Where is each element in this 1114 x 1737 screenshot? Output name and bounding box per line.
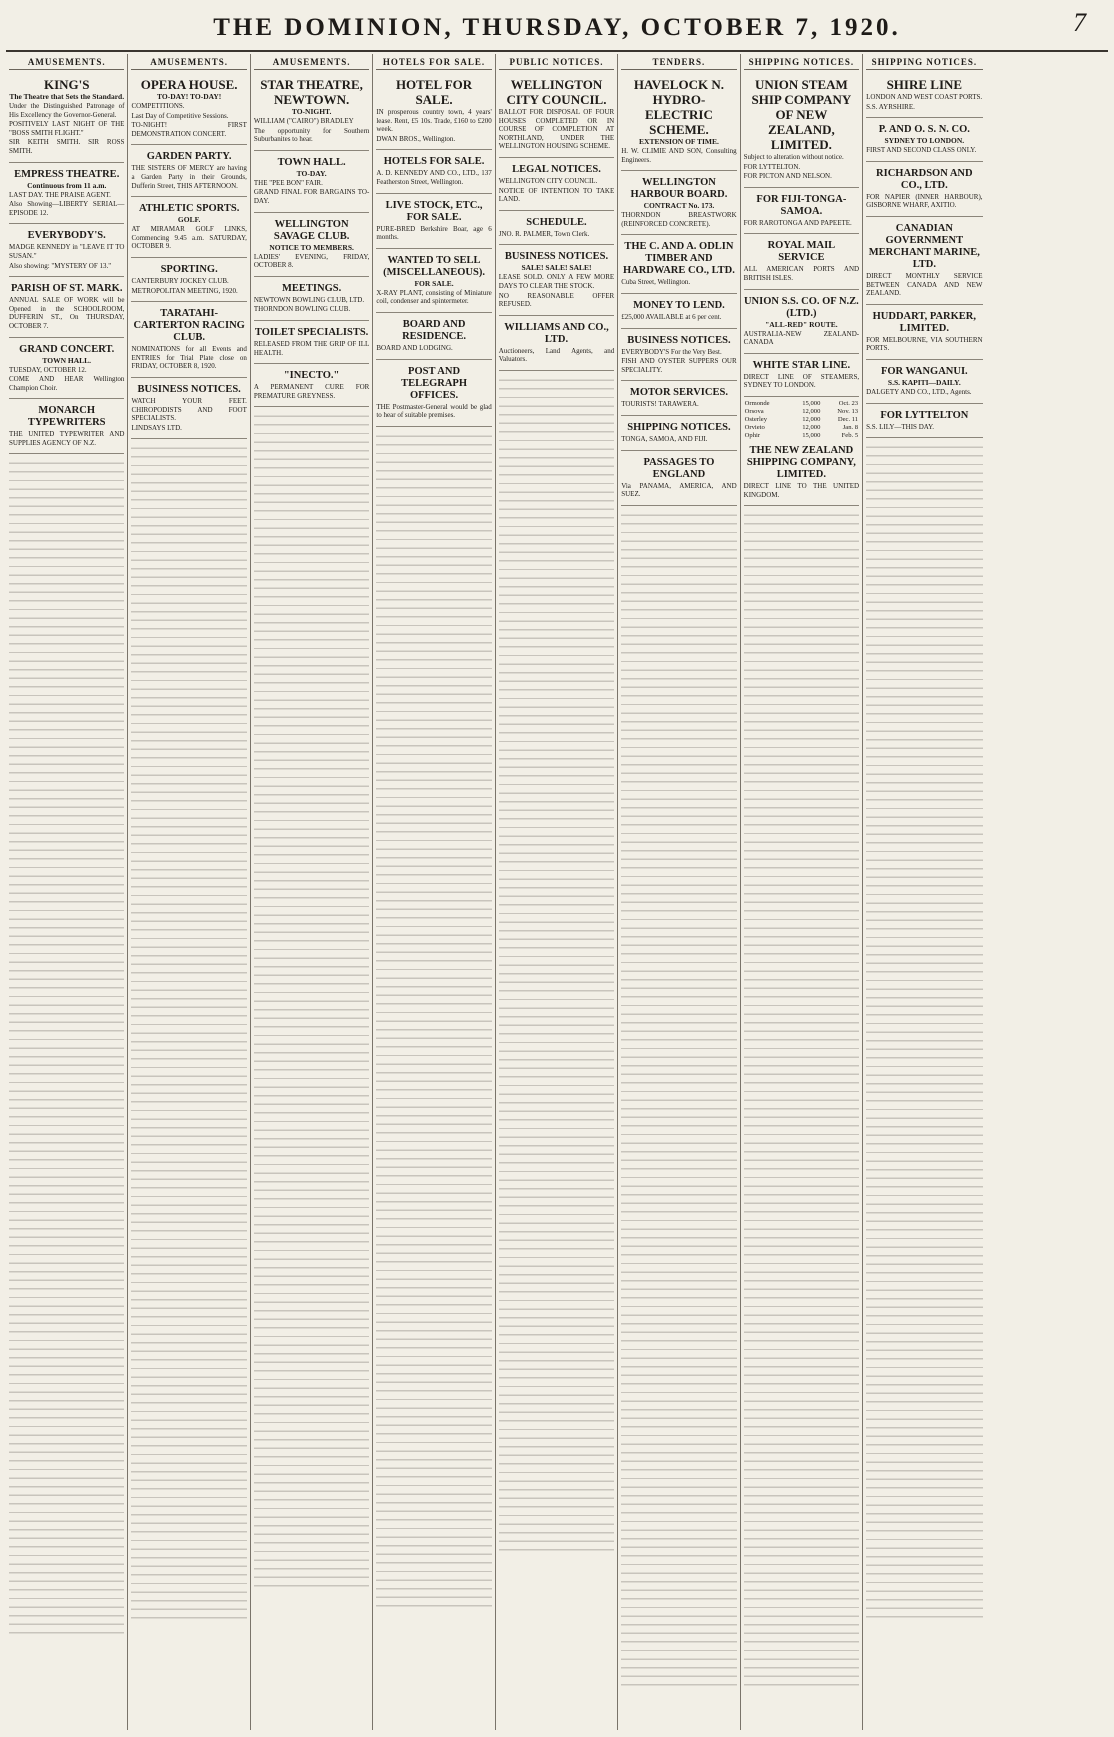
ad-text: DIRECT LINE OF STEAMERS, SYDNEY TO LONDON. [743, 372, 860, 390]
ad-text: LAST DAY. THE PRAISE AGENT. [9, 190, 111, 199]
schedule-tons: 12,000 [802, 415, 821, 423]
ad-text: THE "PEE BON" FAIR. [253, 178, 323, 187]
advertisement [254, 324, 369, 364]
ad-text: Subject to alteration without notice. [743, 153, 844, 161]
column-2 [128, 54, 250, 1730]
ad-title: MEETINGS. [281, 282, 342, 294]
advertisement [499, 248, 614, 315]
column-text-block [866, 441, 982, 1621]
advertisement [621, 74, 736, 171]
advertisement [254, 367, 369, 407]
ad-text: NOTICE OF INTENTION TO TAKE LAND. [498, 186, 615, 204]
ad-title: TOILET SPECIALISTS. [254, 326, 369, 338]
ad-title: EMPRESS THEATRE. [14, 168, 120, 180]
advertisement [9, 166, 124, 225]
ad-text: IN prosperous country town, 4 years' lease. Rent, £5 10s. Trade, £160 to £200 week. [376, 108, 492, 134]
advertisement [376, 252, 491, 313]
ad-text: AT MIRAMAR GOLF LINKS, Commencing 9.45 a.m. SATURDAY, OCTOBER 9. [131, 225, 247, 251]
column-heading: AMUSEMENTS. [254, 54, 369, 70]
ad-text: DIRECT MONTHLY SERVICE BETWEEN CANADA AND NEW ZEALAND. [866, 271, 983, 298]
ad-text: The opportunity for Southern Suburbanites to hear. [253, 126, 370, 144]
page-number: 7 [1073, 8, 1086, 37]
ad-text: BALLOT FOR DISPOSAL OF FOUR HOUSES COMPLETED OR IN COURSE OF COMPLETION AT NORTHLAND, UNDER THE WELLINGTON HOUSING SCHEME. [498, 108, 615, 151]
advertisement [9, 341, 124, 400]
column-heading: HOTELS FOR SALE. [376, 54, 491, 70]
ad-text: DIRECT LINE TO THE UNITED KINGDOM. [743, 481, 860, 499]
ad-text: S.S. LILY—THIS DAY. [866, 422, 935, 431]
ad-subtitle: "ALL-RED" ROUTE. [765, 319, 838, 329]
ad-subtitle: S.S. KAPITI—DAILY. [887, 377, 961, 387]
schedule-date: Feb. 5 [841, 431, 859, 439]
ad-text: LONDON AND WEST COAST PORTS. [866, 93, 983, 101]
ad-subtitle: TO-DAY! TO-DAY! [157, 92, 222, 101]
table-row [744, 424, 859, 432]
ad-title: BUSINESS NOTICES. [137, 383, 241, 395]
advertisement [499, 319, 614, 371]
ad-text: Auctioneers, Land Agents, and Valuators. [498, 346, 615, 364]
ad-text: Also showing: "MYSTERY OF 13." [9, 261, 112, 270]
ad-text: LEASE SOLD. ONLY A FEW MORE DAYS TO CLEAR THE STOCK. [498, 273, 615, 290]
column-7 [741, 54, 863, 1730]
ad-text: THE Postmaster-General would be glad to hear of suitable premises. [376, 402, 492, 420]
schedule-tons: 12,000 [802, 423, 821, 431]
advertisement [621, 238, 736, 294]
ad-subtitle: GOLF. [177, 215, 201, 225]
advertisement [131, 74, 246, 145]
ad-text: WATCH YOUR FEET. CHIROPODISTS AND FOOT SPECIALISTS. [131, 396, 247, 423]
columns [6, 54, 1108, 1730]
ad-text: TUESDAY, OCTOBER 12. [9, 365, 87, 374]
ad-text: THORNDON BOWLING CLUB. [253, 305, 351, 314]
ad-text: FOR MELBOURNE, VIA SOUTHERN PORTS. [866, 335, 983, 353]
ad-text: LADIES' EVENING, FRIDAY, OCTOBER 8. [253, 252, 370, 270]
column-text-block [376, 430, 491, 1610]
column-3 [251, 54, 373, 1730]
schedule-date: Nov. 13 [837, 407, 859, 415]
ad-text: CANTERBURY JOCKEY CLUB. [131, 276, 229, 285]
advertisement [131, 148, 246, 197]
ad-title: MONARCH TYPEWRITERS [27, 405, 106, 429]
advertisement [376, 74, 491, 150]
ad-title: LEGAL NOTICES. [512, 163, 601, 175]
ad-subtitle: TOWN HALL. [42, 355, 92, 365]
ad-text: POSITIVELY LAST NIGHT OF THE "BOSS SMITH FLIGHT." [9, 120, 125, 137]
column-text-block [621, 509, 736, 1689]
ad-title: STAR THEATRE, NEWTOWN. [260, 77, 363, 107]
masthead-rule [6, 50, 1108, 52]
schedule-ship: Orsova [744, 407, 764, 415]
ad-text: TOURISTS! TARAWERA. [621, 400, 699, 409]
advertisement [499, 161, 614, 211]
schedule-tons: 15,000 [802, 431, 821, 439]
ad-title: PARISH OF ST. MARK. [10, 283, 123, 295]
advertisement [131, 261, 246, 302]
schedule-date: Oct. 23 [838, 399, 859, 407]
ad-title: OPERA HOUSE. [140, 77, 238, 92]
ad-text: THE UNITED TYPEWRITER AND SUPPLIES AGENCY OF N.Z. [9, 430, 125, 447]
ad-title: SHIPPING NOTICES. [627, 421, 731, 433]
ad-title: WHITE STAR LINE. [752, 359, 851, 371]
ad-title: WANTED TO SELL (MISCELLANEOUS). [383, 254, 485, 278]
ad-title: THE NEW ZEALAND SHIPPING COMPANY, LIMITED. [746, 444, 856, 480]
ad-title: RICHARDSON AND CO., LTD. [876, 167, 973, 191]
ad-title: POST AND TELEGRAPH OFFICES. [401, 365, 468, 401]
column-5 [496, 54, 618, 1730]
ad-text: TONGA, SAMOA, AND FIJI. [621, 434, 708, 443]
ad-subtitle: CONTRACT No. 173. [643, 201, 715, 211]
ad-text: THE SISTERS OF MERCY are having a Garden Party in their Grounds, Dufferin Street, THIS AFTERNOON. [131, 164, 247, 190]
advertisement [376, 153, 491, 193]
schedule-date: Dec. 11 [837, 415, 859, 423]
ad-text: X-RAY PLANT, consisting of Miniature coil, condenser and spintermeter. [376, 288, 492, 306]
ad-subtitle: FOR SALE. [414, 278, 454, 288]
column-text-block [131, 442, 246, 1622]
column-1 [6, 54, 128, 1730]
ad-text: Also Showing—LIBERTY SERIAL—EPISODE 12. [9, 200, 125, 217]
advertisement [866, 407, 982, 439]
advertisement [744, 293, 859, 354]
advertisement [866, 165, 982, 217]
ad-title: UNION S.S. CO. OF N.Z. (LTD.) [743, 295, 859, 319]
ad-title: HOTELS FOR SALE. [383, 156, 485, 168]
ad-text: ANNUAL SALE OF WORK will be Opened in the SCHOOLROOM, DUFFERIN ST., On THURSDAY, OCTOBER 7. [9, 296, 125, 330]
ad-title: FOR FIJI-TONGA-SAMOA. [756, 193, 847, 217]
sailing-schedule [744, 400, 859, 440]
table-row [744, 416, 859, 424]
ad-text: S.S. AYRSHIRE. [866, 102, 915, 111]
ad-subtitle: TO-NIGHT. [291, 107, 332, 116]
advertisement [254, 280, 369, 321]
ad-title: HOTEL FOR SALE. [395, 77, 473, 107]
ad-title: TARATAHI-CARTERTON RACING CLUB. [133, 308, 245, 344]
ad-text: Cuba Street, Wellington. [621, 278, 691, 287]
advertisement [744, 237, 859, 289]
ad-subtitle: EXTENSION OF TIME. [639, 137, 719, 146]
advertisement [376, 197, 491, 249]
ad-subtitle: NOTICE TO MEMBERS. [269, 242, 354, 252]
table-row [744, 432, 859, 440]
ad-title: SCHEDULE. [526, 216, 587, 228]
advertisement [131, 381, 246, 439]
advertisement [866, 74, 982, 118]
advertisement [254, 154, 369, 213]
schedule-ship: Orvieto [744, 423, 765, 431]
ad-text: BOARD AND LODGING. [376, 343, 453, 352]
column-heading: AMUSEMENTS. [9, 54, 124, 70]
ad-title: PASSAGES TO ENGLAND [643, 456, 715, 480]
advertisement [621, 454, 736, 506]
ad-text: Last Day of Competitive Sessions. [131, 111, 229, 120]
ad-subtitle: The Theatre that Sets the Standard. [9, 92, 125, 101]
column-heading: SHIPPING NOTICES. [744, 54, 859, 70]
ad-title: GARDEN PARTY. [146, 151, 232, 163]
ad-text: £25,000 AVAILABLE at 6 per cent. [621, 312, 722, 321]
column-text-block [499, 374, 614, 1554]
column-text-block [744, 509, 859, 1689]
column-6 [618, 54, 740, 1730]
schedule-tons: 12,000 [802, 407, 821, 415]
ad-title: WELLINGTON HARBOUR BOARD. [630, 177, 728, 201]
ad-text: A PERMANENT CURE FOR PREMATURE GREYNESS. [253, 383, 370, 400]
ad-title: SHIRE LINE [886, 77, 963, 92]
ad-text: METROPOLITAN MEETING, 1920. [131, 286, 238, 295]
column-8 [863, 54, 985, 1730]
ad-text: AUSTRALIA-NEW ZEALAND-CANADA [743, 329, 860, 347]
ad-text: COME AND HEAR Wellington Champion Choir. [9, 375, 125, 392]
ad-text: COMPETITIONS. [131, 102, 185, 110]
table-row [744, 400, 859, 408]
advertisement [621, 384, 736, 416]
ad-text: H. W. CLIMIE AND SON, Consulting Engineers. [621, 147, 737, 164]
column-text-block [9, 457, 124, 1637]
ad-title: FOR WANGANUI. [880, 365, 968, 377]
advertisement [744, 191, 859, 235]
ad-text: WELLINGTON CITY COUNCIL. [498, 176, 598, 185]
advertisement [866, 363, 982, 404]
ad-title: TOWN HALL. [277, 156, 346, 168]
ad-title: MONEY TO LEND. [633, 299, 725, 311]
ad-title: "INECTO." [283, 370, 340, 382]
advertisement [9, 74, 124, 163]
ad-text: NOMINATIONS for all Events and ENTRIES for Trial Plate close on FRIDAY, OCTOBER 8, 1920. [131, 345, 247, 371]
advertisement [866, 220, 982, 305]
advertisement [621, 419, 736, 451]
column-heading: AMUSEMENTS. [131, 54, 246, 70]
ad-text: WILLIAM ("CAIRO") BRADLEY [253, 117, 354, 125]
ad-title: BUSINESS NOTICES. [627, 334, 731, 346]
schedule-date: Jan. 8 [842, 423, 859, 431]
ad-text: A. D. KENNEDY AND CO., LTD., 137 Featherston Street, Wellington. [376, 169, 492, 186]
ad-title: MOTOR SERVICES. [629, 387, 728, 399]
advertisement [376, 316, 491, 360]
ad-text: NEWTOWN BOWLING CLUB, LTD. [253, 295, 365, 304]
ad-text: EVERYBODY'S For the Very Best. [621, 347, 722, 356]
ad-text: LINDSAYS LTD. [131, 423, 182, 432]
ad-title: LIVE STOCK, ETC., FOR SALE. [385, 199, 483, 223]
advertisement [131, 305, 246, 378]
ad-text: DWAN BROS., Wellington. [376, 134, 456, 143]
ad-text: FIRST AND SECOND CLASS ONLY. [866, 146, 977, 155]
ad-text: SIR KEITH SMITH. SIR ROSS SMITH. [9, 138, 125, 155]
advertisement [744, 442, 859, 506]
ad-title: CANADIAN GOVERNMENT MERCHANT MARINE, LTD. [868, 222, 980, 270]
ad-text: FISH AND OYSTER SUPPERS OUR SPECIALITY. [621, 357, 737, 374]
ad-subtitle: SYDNEY TO LONDON. [884, 136, 965, 146]
advertisement [131, 200, 246, 258]
ad-text: Via PANAMA, AMERICA, AND SUEZ. [621, 481, 737, 499]
advertisement [866, 308, 982, 360]
advertisement [254, 74, 369, 151]
table-row [744, 408, 859, 416]
advertisement [9, 280, 124, 337]
ad-text: PURE-BRED Berkshire Boar, age 6 months. [376, 224, 492, 242]
ad-title: EVERYBODY'S. [27, 230, 106, 242]
ad-title: HUDDART, PARKER, LIMITED. [872, 310, 977, 334]
column-heading: SHIPPING NOTICES. [866, 54, 982, 70]
column-heading: TENDERS. [621, 54, 736, 70]
ad-title: GRAND CONCERT. [19, 343, 115, 355]
ad-text: RELEASED FROM THE GRIP OF ILL HEALTH. [253, 339, 370, 357]
ad-text: NO REASONABLE OFFER REFUSED. [498, 291, 615, 309]
ad-title: UNION STEAM SHIP COMPANY OF NEW ZEALAND, LIMITED. [751, 77, 852, 152]
ad-title: FOR LYTTELTON [880, 409, 969, 421]
ad-text: FOR NAPIER (INNER HARBOUR), GISBORNE WHARF, AXITIO. [866, 192, 983, 210]
ad-text: GRAND FINAL FOR BARGAINS TO-DAY. [253, 188, 370, 205]
ad-text: ALL AMERICAN PORTS AND BRITISH ISLES. [743, 265, 860, 282]
advertisement [9, 402, 124, 454]
advertisement [744, 74, 859, 188]
advertisement [376, 363, 491, 427]
ad-title: WILLIAMS AND CO., LTD. [504, 321, 609, 345]
ad-title: BUSINESS NOTICES. [504, 251, 609, 263]
ad-title: ATHLETIC SPORTS. [138, 203, 240, 215]
advertisement [866, 121, 982, 162]
ad-title: SPORTING. [160, 263, 218, 275]
ad-title: WELLINGTON CITY COUNCIL. [506, 77, 607, 107]
advertisement [621, 174, 736, 235]
ad-title: P. AND O. S. N. CO. [878, 124, 970, 136]
column-text-block [254, 410, 369, 1590]
advertisement [499, 74, 614, 158]
ad-title: ROYAL MAIL SERVICE [767, 240, 836, 264]
schedule-ship: Ormonde [744, 399, 770, 407]
ad-title: BOARD AND RESIDENCE. [402, 318, 466, 342]
advertisement [499, 214, 614, 246]
advertisement [744, 357, 859, 397]
schedule-ship: Ophir [744, 431, 761, 439]
ad-title: KING'S [43, 77, 90, 92]
ad-text: FOR PICTON AND NELSON. [743, 172, 832, 181]
ad-text: THORNDON BREASTWORK (REINFORCED CONCRETE). [621, 211, 737, 228]
schedule-tons: 15,000 [802, 399, 821, 407]
masthead: THE DOMINION, THURSDAY, OCTOBER 7, 1920. [213, 14, 901, 41]
ad-title: WELLINGTON SAVAGE CLUB. [273, 218, 350, 242]
ad-text: Under the Distinguished Patronage of His Excellency the Governor-General. [9, 102, 125, 119]
ad-text: FOR LYTTELTON. [743, 162, 801, 171]
ad-title: THE C. AND A. ODLIN TIMBER AND HARDWARE CO., LTD. [622, 241, 735, 277]
ad-text: FOR RAROTONGA AND PAPEETE. [743, 218, 852, 227]
ad-text: DALGETY AND CO., LTD., Agents. [866, 387, 972, 396]
ad-text: JNO. R. PALMER, Town Clerk. [498, 229, 590, 238]
ad-title: HAVELOCK N. HYDRO-ELECTRIC SCHEME. [633, 77, 724, 137]
column-4 [373, 54, 495, 1730]
ad-text: TO-NIGHT! FIRST DEMONSTRATION CONCERT. [131, 121, 247, 138]
ad-subtitle: Continuous from 11 a.m. [27, 180, 107, 190]
advertisement [9, 227, 124, 277]
advertisement [254, 216, 369, 277]
advertisement [621, 332, 736, 382]
ad-text: MADGE KENNEDY in "LEAVE IT TO SUSAN." [9, 243, 125, 260]
schedule-ship: Osterley [744, 415, 767, 423]
ad-subtitle: TO-DAY. [296, 168, 327, 178]
ad-subtitle: SALE! SALE! SALE! [521, 263, 592, 273]
advertisement [621, 297, 736, 329]
column-heading: PUBLIC NOTICES. [499, 54, 614, 70]
